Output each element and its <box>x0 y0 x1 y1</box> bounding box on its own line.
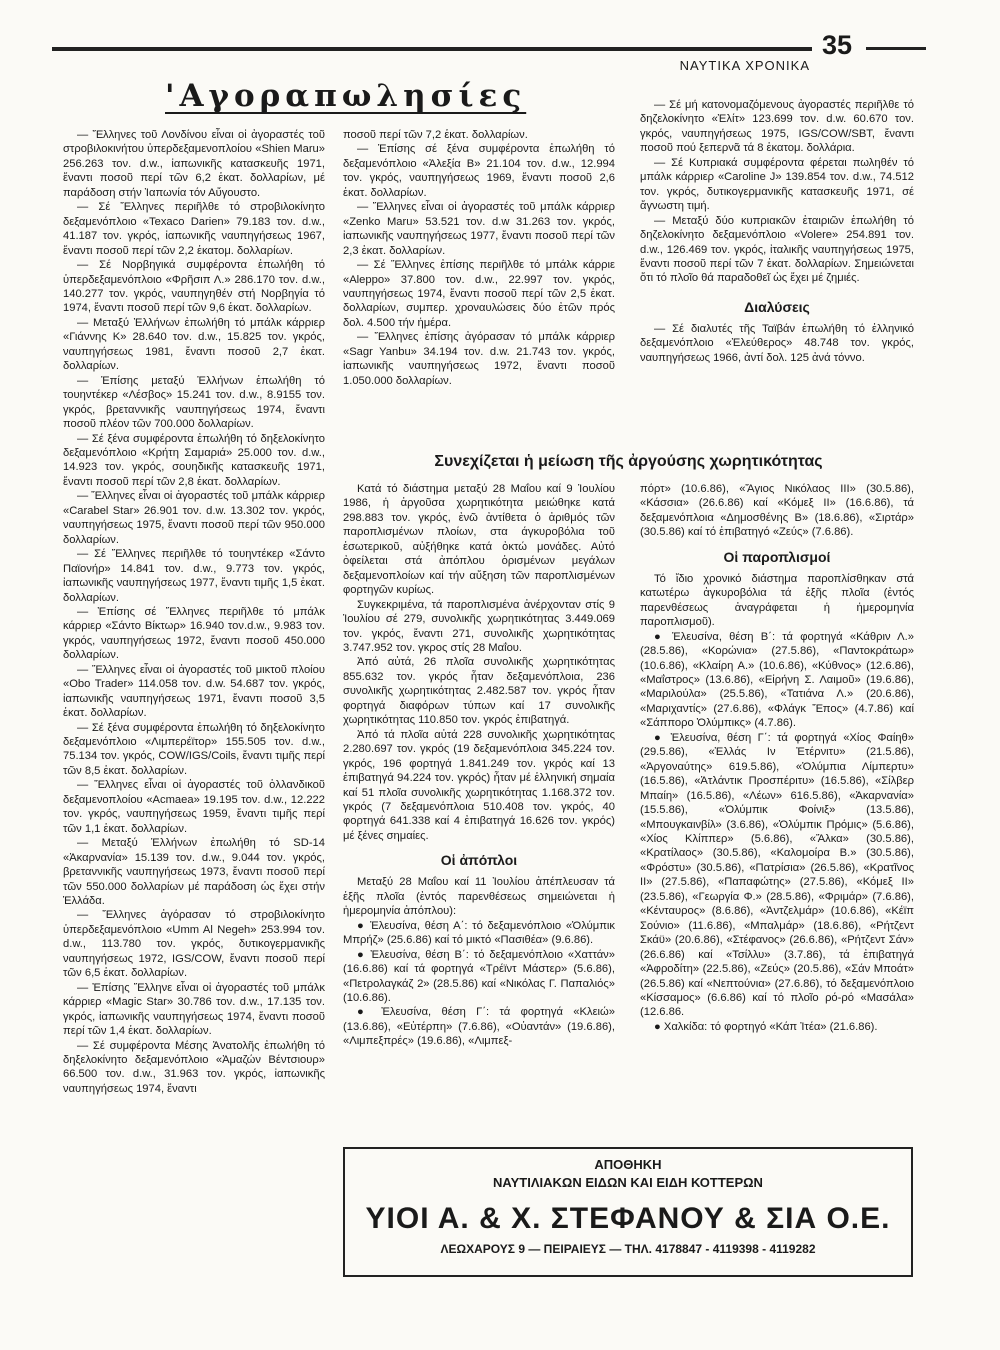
paragraph: — Ἐπίσης σέ ξένα συμφέροντα ἐπωλήθη τό δεξαμενόπλοιο «Ἀλεξία Β» 21.104 τον. d.w., 12.994 τον. γκρός, ναυπηγήσεως 1969, ἔναντι ποσοῦ 2,6 ἑκατ. δολλαρίων. <box>343 143 615 199</box>
advertisement-box <box>343 1147 913 1277</box>
column-2 <box>343 128 615 388</box>
paragraph: — Σέ Ἕλληνες περιῆλθε τό στροβιλοκίνητο δεξαμενόπλοιο «Texaco Darien» 79.183 τον. d.w., 41.187 τον. γκρός, ἰαπωνικῆς ναυπηγήσεως 1967, ἔναντι ποσοῦ περί τῶν 2,2 ἑκατομ. δολλαρίων. <box>63 201 325 257</box>
paragraph: — Σέ Κυπριακά συμφέροντα φέρεται πωληθέν τό μπάλκ κάρριερ «Caroline J» 139.854 τον. d.w., 74.512 τον. γκρός, δυτικογερμανικῆς κατασκευῆς 1971, σέ ἄγνωστη τιμή. <box>640 156 914 213</box>
column-1 <box>63 128 325 1096</box>
subheading-paroplismoi: Οἱ παροπλισμοί <box>723 548 831 565</box>
header-rule-left <box>52 47 812 51</box>
paragraph: — Σέ Ἕλληνες περιῆλθε τό τουηντέκερ «Σάντο Παϊονήρ» 14.841 τον. d.w., 9.773 τον. γκρός, ἰαπωνικῆς ναυπηγήσεως 1977, ἔναντι τιμῆς 1,5 ἑκατ. δολλαρίων. <box>63 548 325 604</box>
article-headline: Συνεχίζεται ἡ μείωση τῆς ἀργούσης χωρητικότητας <box>434 453 823 470</box>
header-rule-right <box>866 47 926 50</box>
paragraph: — Σέ συμφέροντα Μέσης Ἀνατολῆς ἐπωλήθη τό δηξελοκίνητο δεξαμενόπλοιο «Ἀμαζών Βέντσιουρ» 66.500 τον. d.w., 31.963 τον. γκρός, ἰαπωνικῆς ναυπηγήσεως 1974, ἔναντι <box>63 1039 325 1095</box>
paragraph: — Σέ διαλυτές τῆς Ταϊβάν ἐπωλήθη τό ἑλληνικό δεξαμενόπλοιο «Ἐλεύθερος» 48.748 τον. γκρός, ναυπηγήσεως 1966, ἀντί δολ. 125 ἀνά τόννο. <box>640 322 914 364</box>
list-item: ● Χαλκίδα: τό φορτηγό «Κάπ Ἰτέα» (21.6.86). <box>654 1020 878 1033</box>
list-item: ● Ἐλευσίνα, θέση Α΄: τό δεξαμενόπλοιο «Ὀλύμπικ Μπρήζ» (25.6.86) καί τό μικτό «Πασιθέα» (9.6.86). <box>343 919 615 947</box>
paragraph: Συγκεκριμένα, τά παροπλισμένα ἀνέρχονταν στίς 9 Ἰουλίου σέ 279, συνολικῆς χωρητικότητας 3.449.069 τον. γκρός, ἔναντι 271, συνολικῆς χωρητικότητας 3.747.952 τον. γκρος στίς 28 Μαΐου. <box>343 598 615 654</box>
paragraph: — Ἕλληνες εἶναι οἱ ἀγοραστές τοῦ ὁλλανδικοῦ δεξαμενοπλοίου «Acmaea» 19.195 τον. d.w., 12.222 τον. γκρός, ναυπηγήσεως 1959, ἔναντι τιμῆς περί τῶν 1,1 ἑκατ. δολλαρίων. <box>63 779 325 835</box>
article-column-left <box>343 482 615 1049</box>
ad-address: ΛΕΩΧΑΡΟΥΣ 9 — ΠΕΙΡΑΙΕΥΣ — ΤΗΛ. 4178847 - 4119398 - 4119282 <box>440 1242 816 1256</box>
paragraph: πόρτ» (10.6.86), «Ἅγιος Νικόλαος ΙΙΙ» (30.5.86), «Κάσσια» (26.6.86) καί «Κόμεξ ΙΙ» (16.6.86), τά δεξαμενόπλοια «Δημοσθένης Β» (18.6.86), «Σιρτάρ» (30.5.86) καί τό ἐπιβατηγό «Ζεύς» (7.6.86). <box>640 483 914 539</box>
paragraph: Ἀπό αὐτά, 26 πλοῖα συνολικῆς χωρητικότητας 855.632 τον. γκρός ἦταν δεξαμενόπλοια, 236 συνολικῆς χωρητικότητας 2.482.587 τον. γκρός ἦταν φορτηγά διαφόρων τύπων καί 17 συνολικῆς χωρητικότητας 110.850 τον. γκρός ἐπιβατηγά. <box>343 656 615 727</box>
column-3 <box>640 98 914 365</box>
list-item: ● Ἐλευσίνα, θέση Β΄: τό δεξαμενόπλοιο «Χαττάν» (16.6.86) καί τά φορτηγά «Τρέϊντ Μάστερ» (5.6.86), «Πετρολαγκάζ 2» (28.5.86) καί «Νικόλας Γ. Παπαλιός» (10.6.86). <box>343 948 615 1004</box>
paragraph: Μεταξύ 28 Μαΐου καί 11 Ἰουλίου ἀπέπλευσαν τά ἑξῆς πλοῖα (ἐντός παρενθέσεως σημειώνεται ἡ ἡμερομηνία ἀπόπλου): <box>343 876 615 918</box>
paragraph: — Ἕλληνες εἶναι οἱ ἀγοραστές τοῦ μπάλκ κάρριερ «Zenko Maru» 53.521 τον. d.w 31.263 τον. γκρός, ἰαπωνικῆς ναυπηγήσεως 1977, ἔναντι ποσοῦ περί τῶν 2,3 ἑκατ. δολλαρίων. <box>343 201 615 257</box>
paragraph: — Σέ Νορβηγικά συμφέροντα ἐπωλήθη τό ὑπερδεξαμενόπλοιο «Φρῆσιπ Λ.» 286.170 τον. d.w., 140.277 τον. γκρός, ναυπηγηθέν στή Νορβηγία τό 1974, ἔναντι ποσοῦ περί τῶν 9,6 ἑκατ. δολλαρίων. <box>63 259 325 315</box>
paragraph: — Σέ ξένα συμφέροντα ἐπωλήθη τό δηξελοκίνητο δεξαμενόπλοιο «Λιμπερέϊτορ» 155.505 τον. d.w., 75.134 τον. γκρός, COW/IGS/Coils, ἔναντι τιμῆς περί τῶν 8,5 ἑκατ. δολλαρίων. <box>63 721 325 777</box>
paragraph: — Σέ Ἕλληνες ἐπίσης περιῆλθε τό μπάλκ κάρριε «Aleppo» 37.800 τον. d.w., 22.997 τον. γκρός, ναυπηγήσεως 1974, ἔναντι ποσοῦ περί τῶν 2,5 ἑκατ. δολλαρίων, συμπερ. χροναυλώσεις δύο ἐτῶν πρός δολ. 4.500 τήν ἡμέρα. <box>343 259 615 329</box>
magazine-name: ΝΑΥΤΙΚΑ ΧΡΟΝΙΚΑ <box>679 58 810 73</box>
paragraph: — Ἕλληνες τοῦ Λονδίνου εἶναι οἱ ἀγοραστές τοῦ στροβιλοκινήτου ὑπερδεξαμενοπλοίου «Shien Maru» 256.263 τον. d.w., ἰαπωνικῆς κατασκευῆς 1971, ἔναντι ποσοῦ περί τῶν 6,2 ἑκατ. δολλαρίων, μέ παράδοση στήν Ἰαπωνία τόν Αὔγουστο. <box>63 129 325 199</box>
ad-line-1: ΑΠΟΘΗΚΗ <box>594 1157 662 1172</box>
paragraph: — Σέ ξένα συμφέροντα ἐπωλήθη τό δηξελοκίνητο δεξαμενόπλοιο «Κρήτη Σαμαριά» 25.000 τον. d.w., 14.923 τον. γκρός, σουηδικῆς κατασκευῆς 1971, ἔναντι ποσοῦ περί τῶν 2,8 ἑκατ. δολλαρίων. <box>63 432 325 488</box>
list-item: ● Ἐλευσίνα, θέση Γ΄: τά φορτηγά «Κλειώ» (13.6.86), «Εὐτέρπη» (7.6.86), «Οὐαντάν» (19.6.86), «Λιμπεξπρές» (19.6.86), «Λιμπεξ- <box>343 1006 615 1048</box>
paragraph: — Ἕλληνες ἐπίσης ἀγόρασαν τό μπάλκ κάρριερ «Sagr Yanbu» 34.194 τον. d.w. 21.743 τον. γκρός, ἰαπωνικῆς ναυπηγήσεως 1972, ἔναντι ποσοῦ 1.050.000 δολλαρίων. <box>343 331 615 387</box>
ad-line-2: ΝΑΥΤΙΛΙΑΚΩΝ ΕΙΔΩΝ ΚΑΙ ΕΙΔΗ ΚΟΤΤΕΡΩΝ <box>493 1175 763 1190</box>
paragraph: ποσοῦ περί τῶν 7,2 ἑκατ. δολλαρίων. <box>343 129 528 141</box>
paragraph: — Μεταξύ δύο κυπριακῶν ἑταιριῶν ἐπωλήθη τό δηζελοκίνητο δεξαμενόπλοιο «Volere» 254.891 τον. d.w., 126.469 τον. γκρός, ἰταλικῆς ναυπηγήσεως 1975, ἔναντι ποσοῦ περί τῶν 7 ἑκατ. δολλαρίων. Σημειώνεται ὅτι τό πλοῖο θά παραδοθεῖ ὡς ἔχει μέ ζημιές. <box>640 214 914 285</box>
paragraph: — Μεταξύ Ἑλλήνων ἐπωλήθη τό μπάλκ κάρριερ «Γιάννης Κ» 28.640 τον. d.w., 15.825 τον. γκρός, ναυπηγήσεως 1981, ἔναντι ποσοῦ 2,7 ἑκατ. δολλαρίων. <box>63 316 325 373</box>
paragraph: — Ἕλληνες εἶναι οἱ ἀγοραστές τοῦ μικτοῦ πλοίου «Obo Trader» 114.058 τον. d.w. 54.687 τον. γκρός, ἰαπωνικῆς ναυπηγήσεως 1971, ἔναντι ποσοῦ 3,5 ἑκατ. δολλαρίων. <box>63 663 325 720</box>
paragraph: Τό ἴδιο χρονικό διάστημα παροπλίσθηκαν στά κατωτέρω ἀγκυροβόλια τά ἑξῆς πλοῖα (ἐντός παρενθέσεως ἀναγράφεται ἡ ἡμερομηνία παροπλισμοῦ). <box>640 572 914 629</box>
paragraph: — Ἐπίσης μεταξύ Ἑλλήνων ἐπωλήθη τό τουηντέκερ «Λέσβος» 15.241 τον. d.w., 8.9155 τον. γκρός, βρεταννικῆς ναυπηγήσεως 1974, ἔναντι ποσοῦ πλέον τῶν 700.000 δολλαρίων. <box>63 374 325 431</box>
paragraph: Ἀπό τά πλοῖα αὐτά 228 συνολικῆς χωρητικότητας 2.280.697 τον. γκρός (19 δεξαμενόπλοια 345.224 τον. γκρός, 196 φορτηγά 1.841.249 τον. γκρός καί 13 ἐπιβατηγά 94.224 τον. γκρός) ἦταν μέ ἑλληνική σημαία καί 51 πλοῖα συνολικῆς χωρητικότητας 1.168.372 τον. γκρός (7 δεξαμενόπλοια 510.408 τον. γκρός, 40 φορτηγά 641.338 καί 4 ἐπιβατηγά 16.626 τον. γκρός) μέ ξένες σημαίες. <box>343 728 615 842</box>
list-item: ● Ἐλευσίνα, θέση Γ΄: τά φορτηγά «Χίος Φαίηθ» (29.5.86), «Ἑλλάς Ιν Ἐτέρνιτυ» (21.5.86), «Ἀργοναύτης» 619.5.86), «Ὀλύμπια Λίμπερτυ» (16.5.86), «Ἀτλάντικ Προσπέριτυ» (16.5.86), «Σίλβερ Μπαίη» (16.5.86), «Λέων» 616.5.86), «Ἀκαρνανία» (15.5.86), «Ὀλύμπικ Φοίνιξ» (13.5.86), «Μπουγκαινβίλ» (3.6.86), «Ὀλύμπικ Πρόμις» (5.6.86), «Χίος Κλίππερ» (5.6.86), «Ἄλκα» (30.5.86), «Κρατίλαος» (30.5.86), «Καλομοίρα Β.» (30.5.86), «Φρόστυ» (30.5.86), «Πατρίσια» (26.5.86), «Κρατῖνος ΙΙ» (27.5.86), «Παπαφώτης» (27.5.86), «Κόμεξ ΙΙ» (23.5.86), «Γεωργία Φ.» (28.5.86), «Φριμάρ» (7.6.86), «Κένταυρος» (8.6.86), «Ἀντζελμάρ» (10.6.86), «Κέϊπ Σούνιο» (11.6.86), «Μπαλμάρ» (18.6.86), «Ρήτζεντ Σκάϋ» (20.6.86), «Στέφανος» (26.6.86), «Ρήτζεντ Σάν» (26.6.86) καί «Τσίλλυ» (3.7.86), τά ἐπιβατηγά «Ἀφροδίτη» (22.5.86), «Ζεύς» (20.5.86), «Σάν Μποάτ» (26.5.86) καί «Νεπτούνια» (27.6.86), τό δεξαμενόπλοιο «Κίσσαμος» (6.6.86) καί τό πλοῖο ρό-ρό «Μασάλα» (12.6.86. <box>640 731 914 1019</box>
page-number: 35 <box>821 30 853 60</box>
subheading-dialyseis: Διαλύσεις <box>744 298 810 315</box>
paragraph: — Μεταξύ Ἑλλήνων ἐπωλήθη τό SD-14 «Ἀκαρνανία» 15.139 τον. d.w., 9.044 τον. γκρός, βρεταννικῆς ναυπηγήσεως 1973, ἔναντι ποσοῦ περί τῶν 550.000 δολλαρίων μέ παράδοση ὡς ἔχει στήν Ἑλλάδα. <box>63 837 325 908</box>
paragraph: — Ἕλληνες ἀγόρασαν τό στροβιλοκίνητο ὑπερδεξαμενόπλοιο «Umm Al Negeh» 253.994 τον. d.w., 113.780 τον. γκρός, δυτικογερμανικῆς ναυπηγήσεως 1972, IGS/COW, ἔναντι ποσοῦ περί τῶν 6,5 ἑκατ. δολλαρίων. <box>63 909 325 980</box>
paragraph: — Ἐπίσης σέ Ἕλληνες περιῆλθε τό μπάλκ κάρριερ «Σάντο Βίκτωρ» 16.940 τον.d.w., 9.983 τον. γκρός, ναυπηγήσεως 1972, ἔναντι ποσοῦ 450.000 δολλαρίων. <box>63 605 325 662</box>
article-column-right <box>640 482 914 1034</box>
section-title: 'Αγοραπωλησίες <box>165 78 527 114</box>
paragraph: — Ἕλληνες εἶναι οἱ ἀγοραστές τοῦ μπάλκ κάρριερ «Carabel Star» 26.901 τον. d.w. 13.302 τον. γκρός, ναυπηγήσεως 1975, ἔναντι ποσοῦ περί τῶν 950.000 δολλαρίων. <box>63 490 325 546</box>
ad-company-name: ΥΙΟΙ Α. & Χ. ΣΤΕΦΑΝΟΥ & ΣΙΑ Ο.Ε. <box>365 1202 891 1235</box>
paragraph: — Σέ μή κατονομαζόμενους ἀγοραστές περιῆλθε τό δηζελοκίνητο «Ἐλίτ» 123.699 τον. d.w. 60.670 τον. γκρός, ναυπηγήσεως 1975, IGS/COW/SBT, ἔναντι ποσοῦ πού ξεπερνᾶ τά 8 ἑκατομ. δολλάρια. <box>640 99 914 155</box>
paragraph: — Ἐπίσης Ἕλληνε εἶναι οἱ ἀγοραστές τοῦ μπάλκ κάρριερ «Magic Star» 30.786 τον. d.w., 17.135 τον. γκρός, ἰαπωνικῆς ναυπηγήσεως 1974, ἔναντι ποσοῦ περί τῶν 1,4 ἑκατ. δολλαρίων. <box>63 981 325 1038</box>
subheading-apoploi: Οἱ ἀπόπλοι <box>440 852 518 869</box>
list-item: ● Ἐλευσίνα, θέση Β΄: τά φορτηγά «Κάθριν Λ.» (28.5.86), «Κορώνια» (27.5.86), «Παντοκράτωρ» (10.6.86), «Κλαίρη Α.» (10.6.86), «Κύθνος» (12.6.86), «Μαΐστρος» (13.6.86), «Εἰρήνη Σ. Λαιμοῦ» (19.6.86), «Μαριλούλα» (25.5.86), «Τατιάνα Λ.» (20.6.86), «Μαριχαντίς» (27.6.86), «Φλάγκ Ἔπος» (4.7.86) καί «Σάππορο Ὀλύμπικς» (4.7.86). <box>640 630 914 730</box>
paragraph: Κατά τό διάστημα μεταξύ 28 Μαΐου καί 9 Ἰουλίου 1986, ἡ ἀργοῦσα χωρητικότητα μειώθηκε κατά 298.883 τον. γκρός, ἐνῶ ἀντίθετα ὁ ἀριθμός τῶν παροπλισμένων πλοίων, στα άγκυροβόλια τοῦ ἐσωτερικοῦ, αὐξήθηκε κατά ὀκτώ μονάδες. Αὐτό ὀφείλεται στά ἀπόπλου ὁρισμένων μεγάλων δεξαμενοπλοίων καί τήν αὔξηση τῶν παροπλισμένων φορτηγῶν κυρίως. <box>343 483 615 597</box>
